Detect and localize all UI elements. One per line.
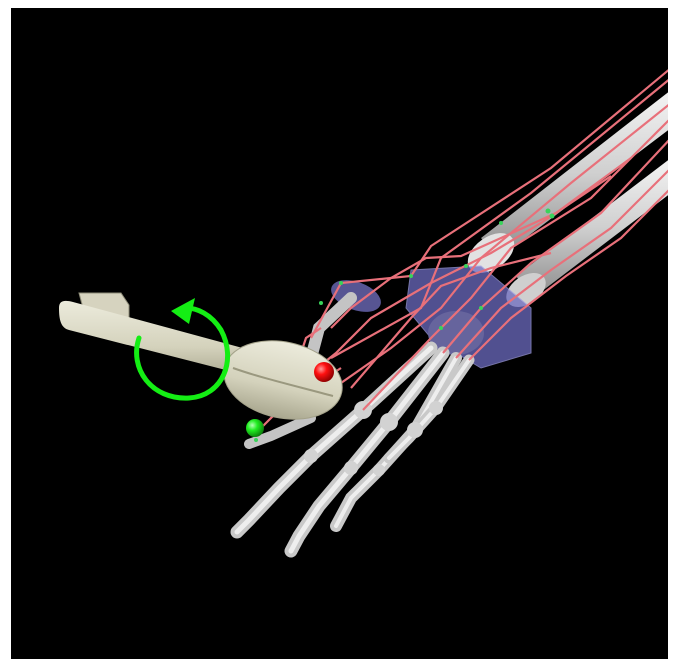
green-contact-marker	[246, 419, 264, 437]
node	[254, 438, 258, 442]
ring-pip	[373, 464, 385, 476]
node	[439, 326, 443, 330]
index-pip	[304, 449, 318, 463]
red-contact-marker	[314, 362, 334, 382]
render-viewport	[11, 8, 668, 659]
ring-knuckle	[407, 422, 423, 438]
middle-pip	[344, 461, 358, 475]
node	[550, 214, 555, 219]
little-knuckle	[429, 401, 443, 415]
node	[409, 274, 413, 278]
node	[464, 264, 468, 268]
node	[546, 209, 551, 214]
node	[319, 301, 323, 305]
node	[499, 221, 503, 225]
rotation-arrow-head	[171, 298, 195, 324]
node	[339, 281, 343, 285]
hand-key-scene	[11, 8, 668, 659]
middle-knuckle	[380, 413, 398, 431]
node	[479, 306, 483, 310]
